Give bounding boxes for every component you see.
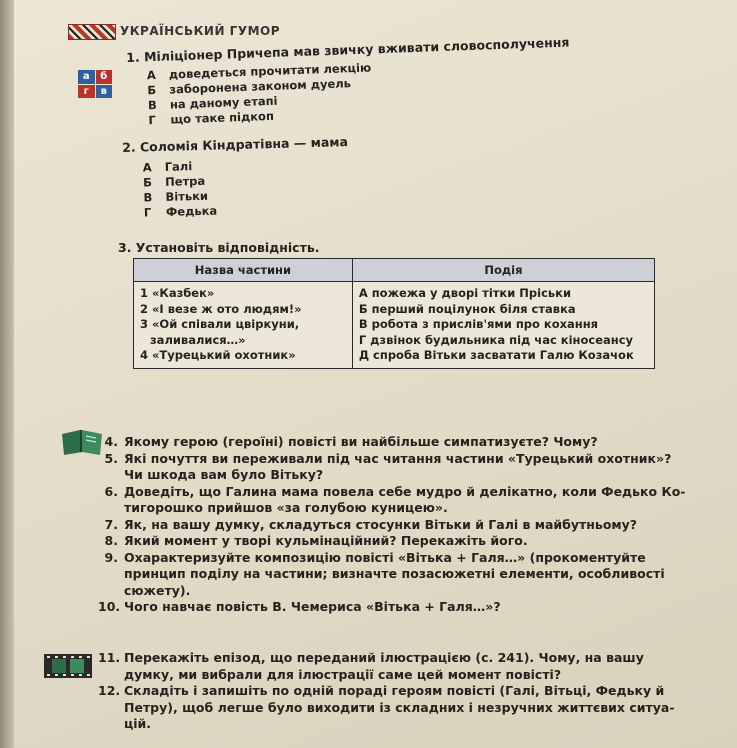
question-number: 7. [104,516,118,532]
question-text: тигорошко прийшов «за голубою куницею». [124,500,448,515]
question-text: Якому герою (героїні) повісті ви найбільше симпатизуєте? Чому? [124,434,598,449]
question-item [98,683,675,733]
question-text: Який момент у творі кульмінаційний? Перекажіть його. [124,533,528,548]
part-item: 3 «Ой співали цвіркуни, [140,317,300,331]
part-item: 4 «Турецький охотник» [140,348,296,362]
question-1 [126,35,572,129]
question-text: думку, ми вибрали для ілюстрації саме цей момент повісті? [124,666,562,682]
badge-cell: б [96,70,113,84]
section-title: УКРАЇНСЬКИЙ ГУМОР [120,24,281,38]
question-2 [122,134,350,221]
question-item [98,484,685,517]
question-text: Охарактеризуйте композицію повісті «Вітька + Галя…» (прокоментуйте [124,549,646,565]
option-text: заборонена законом дуель [169,76,352,97]
question-text: Доведіть, що Галина мама повела себе мудро й делікатно, коли Федько Ко- [124,483,686,499]
option-letter: В [143,190,153,205]
question-text: цій. [124,716,152,731]
ornament-icon [68,24,116,40]
question-number: 4. [104,434,118,449]
option-text: Вітьки [165,188,209,204]
question-text: 2. Соломія Кіндратівна — мама [122,134,349,155]
event-item: А пожежа у дворі тітки Пріськи [358,286,572,300]
part-item: 2 «І везе ж ото людям!» [140,301,302,316]
question-text: принцип поділу на частини; визначте позасюжетні елементи, особливості [124,566,665,581]
column-header: Назва частини [134,259,353,282]
question-text: Перекажіть епізод, що переданий ілюстрацією (с. 241). Чому, на вашу [124,650,644,665]
event-item: В робота з прислів'ями про кохання [358,317,599,331]
badge-cell: в [96,85,113,99]
film-icon [42,648,94,682]
question-number: 11. [98,650,121,665]
part-item: заливалися…» [150,332,246,347]
question-text: Петру), щоб легше було виходити із складних і незручних життєвих ситуа- [124,699,675,715]
badge-cell: г [78,85,95,99]
question-item [98,434,685,451]
option-letter: Г [148,113,157,128]
question-number: 10. [98,599,121,614]
question-text: Які почуття ви переживали під час читання частини «Турецький охотник»? [124,450,672,466]
page-fold [0,0,14,748]
question-item [98,451,685,484]
question-item [98,599,685,616]
event-item: Б перший поцілунок біля ставка [358,301,576,316]
question-item [98,533,685,550]
option-text: Галі [164,159,193,174]
questions-list-2 [98,650,675,733]
option-text: доведеться прочитати лекцію [168,60,372,82]
parts-cell [134,282,353,369]
option-letter: А [146,67,157,83]
question-number: 6. [104,483,118,499]
question-item [98,550,685,600]
event-item: Д спроба Вітьки засватати Галю Козачок [358,348,634,362]
event-item: Г дзвінок будильника під час кіносеансу [358,332,634,347]
matching-table [133,258,655,369]
questions-list [98,434,685,616]
question-text: Як, на вашу думку, складуться стосунки Вітьки й Галі в майбутньому? [124,516,638,532]
question-text: 1. Міліціонер Причепа мав звичку вживати словосполучення [126,34,570,65]
question-number: 9. [104,549,118,565]
question-text: Складіть і запишіть по одній пораді героям повісті (Галі, Вітьці, Федьку й [124,683,665,698]
question-3 [118,240,319,255]
option-letter: Г [143,205,152,220]
option-letter: Б [147,82,157,98]
question-item [98,650,675,683]
option-text: на даному етапі [169,93,278,112]
question-text: Чого навчає повість В. Чемериса «Вітька + Галя…»? [124,599,501,614]
question-number: 8. [104,533,118,548]
option-letter: В [147,97,157,113]
abvg-badge-icon [78,70,112,98]
option-text: Федька [165,203,218,219]
option-text: що таке підкоп [170,108,275,127]
part-item: 1 «Казбек» [140,286,215,300]
question-text: 3. Установіть відповідність. [118,240,320,255]
question-text: сюжету). [124,582,191,598]
question-number: 12. [98,683,121,698]
events-cell [352,282,654,369]
badge-cell: а [78,70,95,84]
option-text: Петра [164,173,206,189]
option-letter: А [142,160,152,175]
question-number: 5. [104,450,118,466]
option-letter: Б [142,175,153,190]
question-text: Чи шкода вам було Вітьку? [124,467,324,482]
question-item [98,517,685,534]
column-header: Подія [352,259,654,282]
